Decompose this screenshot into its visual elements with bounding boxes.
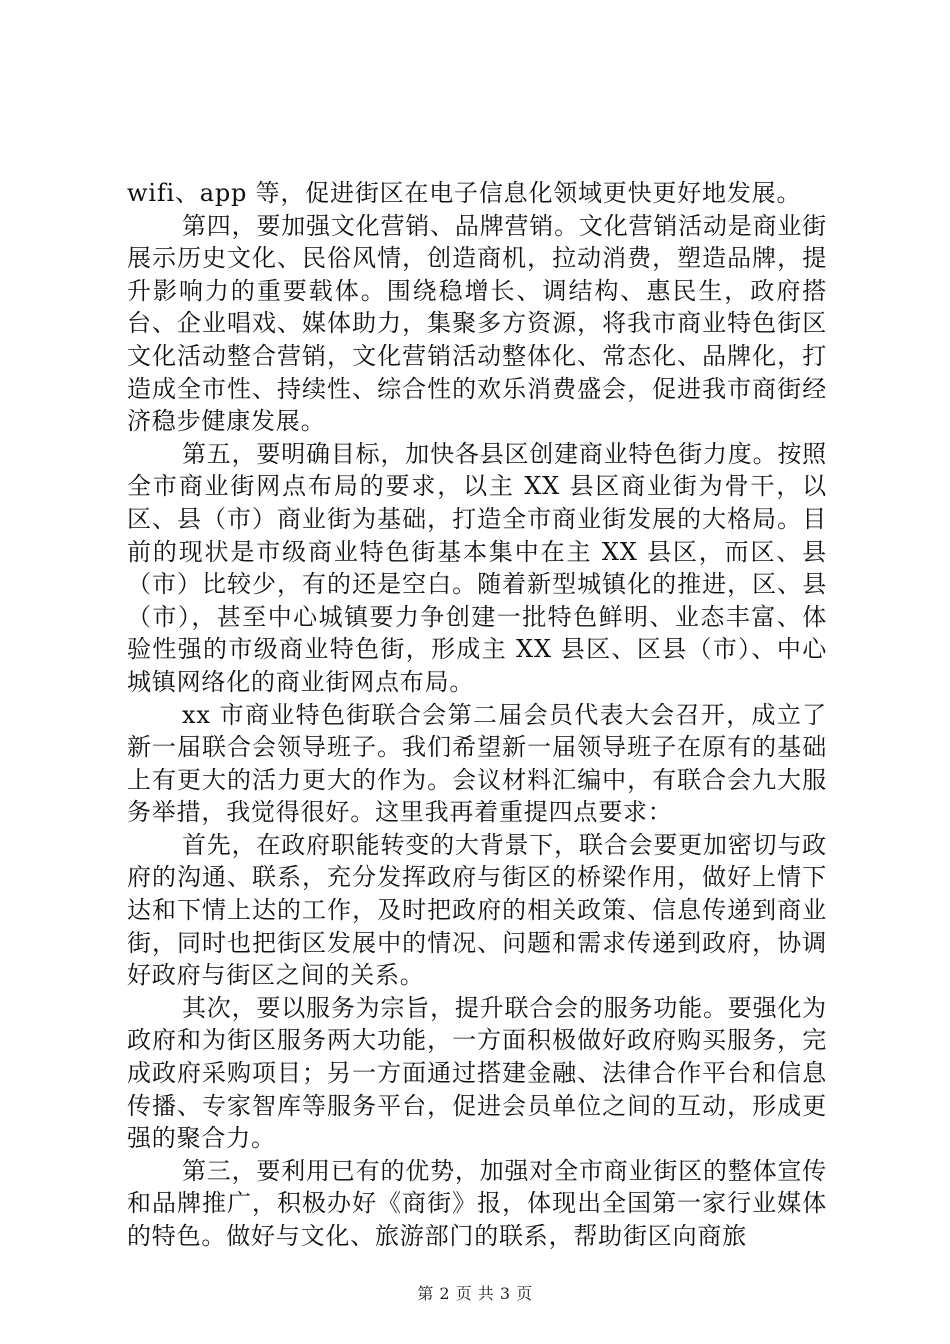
paragraph-association-meeting: xx 市商业特色街联合会第二届会员代表大会召开，成立了新一届联合会领导班子。我们希望新一届领导班子在原有的基础上有更大的活力更大的作为。会议材料汇编中，有联合会九大服务举措，我觉得很好。这里我再着重提四点要求： (127, 700, 827, 827)
paragraph-fifth-point: 第五，要明确目标，加快各县区创建商业特色街力度。按照全市商业街网点布局的要求，以主 XX 县区商业街为骨干，以区、县（市）商业街为基础，打造全市商业街发展的大格局。目前的现状是市级商业特色街基本集中在主 XX 县区，而区、县（市）比较少，有的还是空白。随着新型城镇化的推进，区、县（市），甚至中心城镇要力争创建一批特色鲜明、业态丰富、体验性强的市级商业特色街，形成主 XX 县区、区县（市）、中心城镇网络化的商业街网点布局。 (127, 439, 827, 696)
paragraph-first-requirement: 首先，在政府职能转变的大背景下，联合会要更加密切与政府的沟通、联系，充分发挥政府与街区的桥梁作用，做好上情下达和下情上达的工作，及时把政府的相关政策、信息传递到商业街，同时也把街区发展中的情况、问题和需求传递到政府，协调好政府与街区之间的关系。 (127, 830, 827, 990)
page-footer (0, 1284, 950, 1304)
page-number-label: 第 2 页 共 3 页 (417, 1284, 533, 1303)
paragraph-continuation: wifi、app 等，促进街区在电子信息化领域更快更好地发展。 (127, 179, 802, 207)
document-body (127, 177, 827, 1253)
paragraph-second-requirement: 其次，要以服务为宗旨，提升联合会的服务功能。要强化为政府和为街区服务两大功能，一方面积极做好政府购买服务，完成政府采购项目；另一方面通过搭建金融、法律合作平台和信息传播、专家智库等服务平台，促进会员单位之间的互动，形成更强的聚合力。 (127, 993, 827, 1153)
paragraph-fourth-point: 第四，要加强文化营销、品牌营销。文化营销活动是商业街展示历史文化、民俗风情，创造商机，拉动消费，塑造品牌，提升影响力的重要载体。围绕稳增长、调结构、惠民生，政府搭台、企业唱戏、媒体助力，集聚多方资源，将我市商业特色街区文化活动整合营销，文化营销活动整体化、常态化、品牌化，打造成全市性、持续性、综合性的欢乐消费盛会，促进我市商街经济稳步健康发展。 (127, 211, 827, 436)
paragraph-third-requirement: 第三，要利用已有的优势，加强对全市商业街区的整体宣传和品牌推广，积极办好《商街》报，体现出全国第一家行业媒体的特色。做好与文化、旅游部门的联系，帮助街区向商旅 (127, 1156, 827, 1250)
